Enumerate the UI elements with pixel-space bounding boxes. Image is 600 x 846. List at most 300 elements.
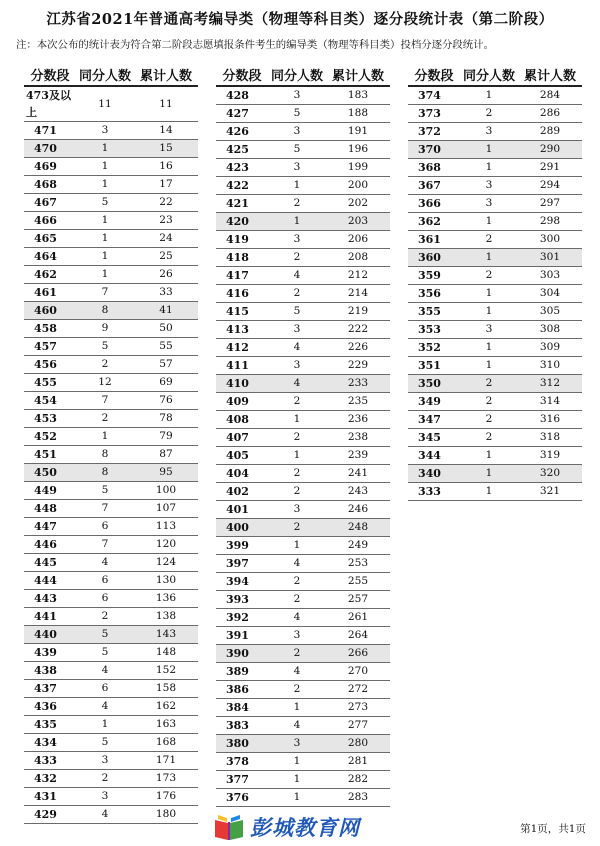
score-cell: 367 [408, 177, 460, 195]
table-row [216, 627, 390, 645]
score-cell: 427 [216, 105, 268, 123]
cumulative-cell: 280 [326, 735, 390, 753]
table-row [24, 608, 198, 626]
cumulative-cell: 171 [134, 752, 198, 770]
score-cell: 401 [216, 501, 268, 519]
table-row [216, 789, 390, 807]
table-row [24, 752, 198, 770]
score-cell: 434 [24, 734, 76, 752]
cumulative-cell: 15 [134, 140, 198, 158]
table-row [408, 465, 582, 483]
score-cell: 440 [24, 626, 76, 644]
score-cell: 400 [216, 519, 268, 537]
cumulative-cell: 158 [134, 680, 198, 698]
cumulative-cell: 26 [134, 266, 198, 284]
cumulative-cell: 95 [134, 464, 198, 482]
table-row [216, 411, 390, 429]
score-cell: 361 [408, 231, 460, 249]
cumulative-cell: 281 [326, 753, 390, 771]
table-row [216, 159, 390, 177]
score-cell: 425 [216, 141, 268, 159]
cumulative-cell: 248 [326, 519, 390, 537]
score-cell: 359 [408, 267, 460, 285]
score-cell: 420 [216, 213, 268, 231]
score-cell: 470 [24, 140, 76, 158]
same-count-cell: 5 [268, 141, 326, 159]
table-row [24, 86, 198, 122]
table-row [216, 555, 390, 573]
cumulative-cell: 257 [326, 591, 390, 609]
same-count-cell: 6 [76, 590, 134, 608]
score-cell: 370 [408, 141, 460, 159]
same-count-cell: 3 [268, 501, 326, 519]
same-count-cell: 3 [268, 735, 326, 753]
same-count-cell: 5 [76, 734, 134, 752]
cumulative-cell: 76 [134, 392, 198, 410]
cumulative-cell: 246 [326, 501, 390, 519]
score-cell: 416 [216, 285, 268, 303]
cumulative-cell: 208 [326, 249, 390, 267]
same-count-cell: 5 [76, 482, 134, 500]
table-row [24, 536, 198, 554]
same-count-cell: 2 [460, 231, 518, 249]
score-cell: 423 [216, 159, 268, 177]
cumulative-cell: 14 [134, 122, 198, 140]
cumulative-cell: 291 [518, 159, 582, 177]
score-cell: 347 [408, 411, 460, 429]
score-cell: 355 [408, 303, 460, 321]
same-count-cell: 1 [268, 771, 326, 789]
table-row [216, 267, 390, 285]
same-count-cell: 1 [76, 158, 134, 176]
same-count-cell: 3 [268, 159, 326, 177]
score-cell: 352 [408, 339, 460, 357]
same-count-cell: 1 [460, 285, 518, 303]
cumulative-cell: 55 [134, 338, 198, 356]
score-cell: 380 [216, 735, 268, 753]
table-row [216, 663, 390, 681]
cumulative-cell: 162 [134, 698, 198, 716]
table-row [216, 483, 390, 501]
cumulative-cell: 319 [518, 447, 582, 465]
table-row [216, 429, 390, 447]
same-count-cell: 1 [460, 339, 518, 357]
same-count-cell: 1 [268, 447, 326, 465]
same-count-cell: 1 [460, 303, 518, 321]
cumulative-cell: 17 [134, 176, 198, 194]
same-count-cell: 2 [76, 410, 134, 428]
same-count-cell: 3 [268, 231, 326, 249]
cumulative-cell: 191 [326, 123, 390, 141]
table-row [24, 806, 198, 824]
same-count-cell: 3 [76, 122, 134, 140]
cumulative-cell: 163 [134, 716, 198, 734]
score-table-column-3 [408, 63, 582, 501]
table-row [216, 735, 390, 753]
table-row [408, 267, 582, 285]
cumulative-cell: 300 [518, 231, 582, 249]
cumulative-cell: 239 [326, 447, 390, 465]
header-same-count: 同分人数 [268, 63, 326, 86]
table-row [216, 753, 390, 771]
cumulative-cell: 321 [518, 483, 582, 501]
score-cell: 373 [408, 105, 460, 123]
score-cell: 431 [24, 788, 76, 806]
logo-text: 彭城教育网 [250, 816, 360, 840]
cumulative-cell: 176 [134, 788, 198, 806]
header-same-count: 同分人数 [460, 63, 518, 86]
table-row [24, 410, 198, 428]
same-count-cell: 3 [268, 627, 326, 645]
cumulative-cell: 305 [518, 303, 582, 321]
score-cell: 441 [24, 608, 76, 626]
score-cell: 384 [216, 699, 268, 717]
score-cell: 444 [24, 572, 76, 590]
table-row [216, 699, 390, 717]
cumulative-cell: 312 [518, 375, 582, 393]
cumulative-cell: 249 [326, 537, 390, 555]
cumulative-cell: 286 [518, 105, 582, 123]
table-row [24, 698, 198, 716]
table-row [24, 158, 198, 176]
table-header-row [216, 63, 390, 86]
same-count-cell: 7 [76, 500, 134, 518]
table-row [24, 356, 198, 374]
cumulative-cell: 180 [134, 806, 198, 824]
table-row [24, 140, 198, 158]
cumulative-cell: 298 [518, 213, 582, 231]
same-count-cell: 1 [460, 483, 518, 501]
book-logo-icon [212, 812, 246, 842]
score-cell: 390 [216, 645, 268, 663]
same-count-cell: 4 [76, 662, 134, 680]
score-cell: 410 [216, 375, 268, 393]
score-cell: 405 [216, 447, 268, 465]
cumulative-cell: 308 [518, 321, 582, 339]
table-row [24, 662, 198, 680]
same-count-cell: 4 [268, 663, 326, 681]
table-row [24, 500, 198, 518]
score-cell: 428 [216, 86, 268, 105]
table-row [24, 464, 198, 482]
same-count-cell: 11 [76, 86, 134, 122]
same-count-cell: 1 [268, 177, 326, 195]
score-cell: 368 [408, 159, 460, 177]
score-cell: 378 [216, 753, 268, 771]
score-table-column-1 [24, 63, 198, 824]
score-cell: 445 [24, 554, 76, 572]
score-cell: 393 [216, 591, 268, 609]
table-row [216, 573, 390, 591]
score-cell: 468 [24, 176, 76, 194]
cumulative-cell: 202 [326, 195, 390, 213]
cumulative-cell: 289 [518, 123, 582, 141]
cumulative-cell: 318 [518, 429, 582, 447]
same-count-cell: 9 [76, 320, 134, 338]
table-row [216, 123, 390, 141]
same-count-cell: 8 [76, 302, 134, 320]
cumulative-cell: 304 [518, 285, 582, 303]
table-row [216, 249, 390, 267]
same-count-cell: 3 [460, 195, 518, 213]
cumulative-cell: 188 [326, 105, 390, 123]
score-cell: 439 [24, 644, 76, 662]
same-count-cell: 5 [76, 626, 134, 644]
score-cell: 372 [408, 123, 460, 141]
score-cell: 345 [408, 429, 460, 447]
score-cell: 451 [24, 446, 76, 464]
same-count-cell: 1 [460, 357, 518, 375]
same-count-cell: 1 [268, 789, 326, 807]
same-count-cell: 4 [268, 375, 326, 393]
table-row [216, 465, 390, 483]
table-row [216, 86, 390, 105]
header-same-count: 同分人数 [76, 63, 134, 86]
score-cell: 454 [24, 392, 76, 410]
cumulative-cell: 253 [326, 555, 390, 573]
cumulative-cell: 138 [134, 608, 198, 626]
same-count-cell: 2 [268, 645, 326, 663]
table-row [216, 321, 390, 339]
score-cell: 399 [216, 537, 268, 555]
same-count-cell: 2 [460, 267, 518, 285]
score-cell: 411 [216, 357, 268, 375]
same-count-cell: 2 [76, 608, 134, 626]
same-count-cell: 3 [460, 321, 518, 339]
same-count-cell: 4 [76, 698, 134, 716]
score-cell: 458 [24, 320, 76, 338]
table-row [216, 519, 390, 537]
cumulative-cell: 25 [134, 248, 198, 266]
cumulative-cell: 136 [134, 590, 198, 608]
cumulative-cell: 212 [326, 267, 390, 285]
same-count-cell: 1 [268, 411, 326, 429]
cumulative-cell: 78 [134, 410, 198, 428]
cumulative-cell: 79 [134, 428, 198, 446]
cumulative-cell: 270 [326, 663, 390, 681]
score-cell: 438 [24, 662, 76, 680]
cumulative-cell: 309 [518, 339, 582, 357]
table-row [24, 680, 198, 698]
cumulative-cell: 277 [326, 717, 390, 735]
table-row [216, 591, 390, 609]
table-row [24, 176, 198, 194]
table-row [408, 195, 582, 213]
same-count-cell: 2 [268, 285, 326, 303]
cumulative-cell: 120 [134, 536, 198, 554]
cumulative-cell: 50 [134, 320, 198, 338]
score-cell: 356 [408, 285, 460, 303]
table-row [216, 213, 390, 231]
same-count-cell: 3 [76, 752, 134, 770]
cumulative-cell: 284 [518, 86, 582, 105]
score-cell: 422 [216, 177, 268, 195]
cumulative-cell: 233 [326, 375, 390, 393]
same-count-cell: 2 [460, 429, 518, 447]
table-row [408, 159, 582, 177]
same-count-cell: 1 [460, 249, 518, 267]
same-count-cell: 2 [460, 393, 518, 411]
same-count-cell: 2 [76, 356, 134, 374]
score-table [216, 63, 390, 807]
score-cell: 456 [24, 356, 76, 374]
table-row [216, 285, 390, 303]
score-cell: 447 [24, 518, 76, 536]
table-row [216, 177, 390, 195]
table-row [24, 374, 198, 392]
table-header-row [408, 63, 582, 86]
score-cell: 409 [216, 393, 268, 411]
table-header-row [24, 63, 198, 86]
cumulative-cell: 255 [326, 573, 390, 591]
table-row [24, 284, 198, 302]
same-count-cell: 7 [76, 536, 134, 554]
same-count-cell: 1 [76, 140, 134, 158]
table-row [408, 105, 582, 123]
table-row [408, 285, 582, 303]
score-cell: 443 [24, 590, 76, 608]
table-row [24, 482, 198, 500]
table-row [24, 302, 198, 320]
score-cell: 453 [24, 410, 76, 428]
same-count-cell: 2 [76, 770, 134, 788]
score-cell: 376 [216, 789, 268, 807]
table-row [24, 590, 198, 608]
same-count-cell: 2 [268, 249, 326, 267]
same-count-cell: 3 [268, 357, 326, 375]
score-cell: 340 [408, 465, 460, 483]
score-cell: 448 [24, 500, 76, 518]
table-row [24, 338, 198, 356]
cumulative-cell: 57 [134, 356, 198, 374]
same-count-cell: 8 [76, 446, 134, 464]
cumulative-cell: 320 [518, 465, 582, 483]
cumulative-cell: 297 [518, 195, 582, 213]
same-count-cell: 1 [76, 230, 134, 248]
cumulative-cell: 124 [134, 554, 198, 572]
same-count-cell: 2 [268, 483, 326, 501]
table-row [216, 609, 390, 627]
score-cell: 415 [216, 303, 268, 321]
site-logo [212, 812, 360, 842]
table-row [24, 212, 198, 230]
table-row [408, 123, 582, 141]
table-row [24, 392, 198, 410]
same-count-cell: 7 [76, 392, 134, 410]
cumulative-cell: 113 [134, 518, 198, 536]
cumulative-cell: 200 [326, 177, 390, 195]
same-count-cell: 3 [460, 123, 518, 141]
same-count-cell: 6 [76, 680, 134, 698]
cumulative-cell: 303 [518, 267, 582, 285]
same-count-cell: 1 [76, 248, 134, 266]
table-row [216, 141, 390, 159]
same-count-cell: 2 [268, 519, 326, 537]
score-cell: 446 [24, 536, 76, 554]
cumulative-cell: 314 [518, 393, 582, 411]
same-count-cell: 2 [268, 393, 326, 411]
table-row [216, 393, 390, 411]
score-cell: 351 [408, 357, 460, 375]
score-cell: 402 [216, 483, 268, 501]
score-cell: 374 [408, 86, 460, 105]
cumulative-cell: 243 [326, 483, 390, 501]
table-row [408, 177, 582, 195]
cumulative-cell: 238 [326, 429, 390, 447]
same-count-cell: 4 [268, 267, 326, 285]
table-row [216, 681, 390, 699]
cumulative-cell: 222 [326, 321, 390, 339]
table-row [24, 248, 198, 266]
same-count-cell: 2 [268, 573, 326, 591]
same-count-cell: 6 [76, 518, 134, 536]
table-row [408, 213, 582, 231]
table-row [24, 230, 198, 248]
table-row [24, 428, 198, 446]
same-count-cell: 5 [268, 303, 326, 321]
score-cell: 466 [24, 212, 76, 230]
table-row [24, 518, 198, 536]
score-cell: 392 [216, 609, 268, 627]
table-row [408, 483, 582, 501]
table-row [216, 717, 390, 735]
score-cell: 386 [216, 681, 268, 699]
score-cell: 426 [216, 123, 268, 141]
same-count-cell: 1 [76, 212, 134, 230]
cumulative-cell: 173 [134, 770, 198, 788]
table-row [408, 141, 582, 159]
table-row [24, 716, 198, 734]
cumulative-cell: 107 [134, 500, 198, 518]
score-cell: 408 [216, 411, 268, 429]
same-count-cell: 2 [268, 591, 326, 609]
same-count-cell: 5 [76, 194, 134, 212]
score-cell: 457 [24, 338, 76, 356]
table-row [24, 194, 198, 212]
cumulative-cell: 266 [326, 645, 390, 663]
same-count-cell: 1 [460, 447, 518, 465]
score-cell: 394 [216, 573, 268, 591]
score-cell: 412 [216, 339, 268, 357]
table-row [216, 195, 390, 213]
table-row [24, 122, 198, 140]
cumulative-cell: 87 [134, 446, 198, 464]
score-cell: 449 [24, 482, 76, 500]
cumulative-cell: 236 [326, 411, 390, 429]
score-cell: 465 [24, 230, 76, 248]
score-cell: 407 [216, 429, 268, 447]
score-cell: 469 [24, 158, 76, 176]
same-count-cell: 6 [76, 572, 134, 590]
table-row [408, 393, 582, 411]
table-row [216, 501, 390, 519]
score-cell: 419 [216, 231, 268, 249]
same-count-cell: 1 [268, 213, 326, 231]
score-cell: 333 [408, 483, 460, 501]
cumulative-cell: 196 [326, 141, 390, 159]
same-count-cell: 5 [268, 105, 326, 123]
score-cell: 344 [408, 447, 460, 465]
score-cell: 421 [216, 195, 268, 213]
score-cell: 462 [24, 266, 76, 284]
same-count-cell: 12 [76, 374, 134, 392]
cumulative-cell: 290 [518, 141, 582, 159]
score-cell: 460 [24, 302, 76, 320]
same-count-cell: 5 [76, 338, 134, 356]
cumulative-cell: 148 [134, 644, 198, 662]
same-count-cell: 2 [460, 375, 518, 393]
cumulative-cell: 316 [518, 411, 582, 429]
